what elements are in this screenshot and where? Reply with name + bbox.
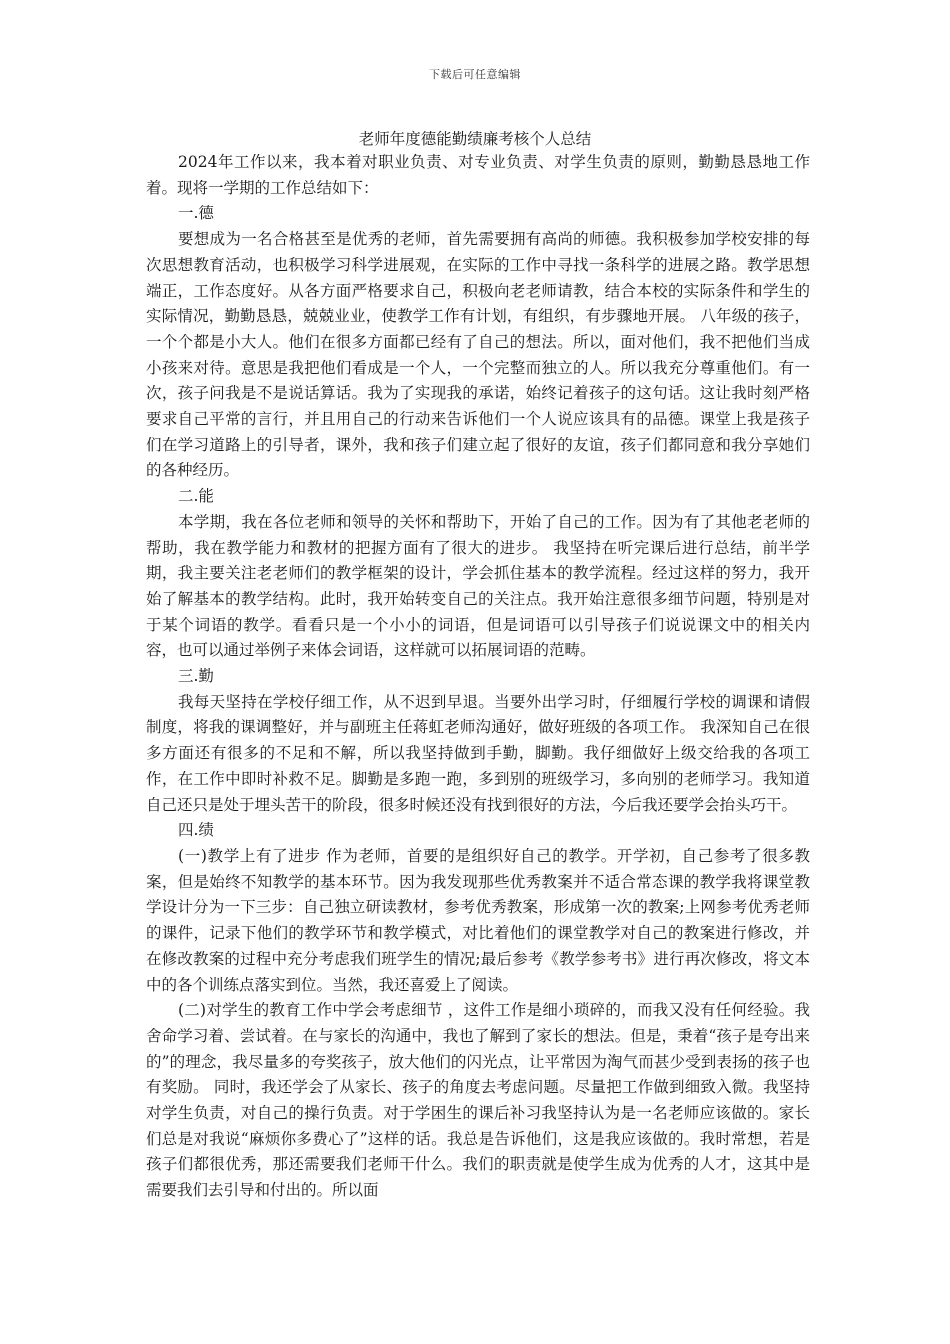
section-heading-neng: 二.能 (178, 487, 214, 506)
paragraph-neng: 本学期，我在各位老师和领导的关怀和帮助下，开始了自己的工作。因为有了其他老老师的帮助，我在教学能力和教材的把握方面有了很大的进步。 我坚持在听完课后进行总结，前半学期，我主要关注老老师们的教学框架的设计，学会抓住基本的教学流程。经过这样的努力，我开始了解基本的教学结构。此时，我开始转变自己的关注点。我开始注意很多细节问题，特别是对于某个词语的教学。看看只是一个小小的词语，但是词语可以引导孩子们说说课文中的相关内容，也可以通过举例子来体会词语，这样就可以拓展词语的范畴。 (146, 512, 810, 660)
header-note: 下载后可任意编辑 (429, 68, 521, 81)
section-heading-qin: 三.勤 (178, 667, 214, 686)
paragraph-ji-teaching: (一)教学上有了进步 作为老师，首要的是组织好自己的教学。开学初，自己参考了很多教案，但是始终不知教学的基本环节。因为我发现那些优秀教案并不适合常态课的教学我将课堂教学设计分为一下三步：自己独立研读教材，参考优秀教案，形成第一次的教案;上网参考优秀老师的课件，记录下他们的教学环节和教学模式，对比着他们的课堂教学对自己的教案进行修改，并在修改教案的过程中充分考虑我们班学生的情况;最后参考《教学参考书》进行再次修改，将文本中的各个训练点落实到位。当然，我还喜爱上了阅读。 (146, 846, 810, 994)
document-title: 老师年度德能勤绩廉考核个人总结 (358, 130, 592, 148)
intro-paragraph: 2024年工作以来，我本着对职业负责、对专业负责、对学生负责的原则，勤勤恳恳地工作着。现将一学期的工作总结如下： (146, 153, 810, 197)
section-heading-ji: 四.绩 (178, 821, 214, 840)
document-body (146, 150, 810, 1204)
paragraph-de: 要想成为一名合格甚至是优秀的老师，首先需要拥有高尚的师德。我积极参加学校安排的每次思想教育活动，也积极学习科学进展观，在实际的工作中寻找一条科学的进展之路。教学思想端正，工作态度好。从各方面严格要求自己，积极向老老师请教，结合本校的实际条件和学生的实际情况，勤勤恳恳，兢兢业业，使教学工作有计划，有组织，有步骤地开展。 八年级的孩子，一个个都是小大人。他们在很多方面都已经有了自己的想法。所以，面对他们，我不把他们当成小孩来对待。意思是我把他们看成是一个人，一个完整而独立的人。所以我充分尊重他们。有一次，孩子问我是不是说话算话。我为了实现我的承诺，始终记着孩子的这句话。这让我时刻严格要求自己平常的言行，并且用自己的行动来告诉他们一个人说应该具有的品德。课堂上我是孩子们在学习道路上的引导者，课外，我和孩子们建立起了很好的友谊，孩子们都同意和我分享她们的各种经历。 (146, 230, 810, 480)
section-heading-de: 一.德 (178, 204, 214, 223)
paragraph-ji-education: (二)对学生的教育工作中学会考虑细节 ，这件工作是细小琐碎的，而我又没有任何经验。我舍命学习着、尝试着。在与家长的沟通中，我也了解到了家长的想法。但是，秉着“孩子是夸出来的”的理念，我尽量多的夸奖孩子，放大他们的闪光点，让平常因为淘气而甚少受到表扬的孩子也有奖励。 同时，我还学会了从家长、孩子的角度去考虑问题。尽量把工作做到细致入微。我坚持对学生负责，对自己的操行负责。对于学困生的课后补习我坚持认为是一名老师应该做的。家长们总是对我说“麻烦你多费心了”这样的话。我总是告诉他们，这是我应该做的。我时常想，若是孩子们都很优秀，那还需要我们老师干什么。我们的职责就是使学生成为优秀的人才，这其中是需要我们去引导和付出的。所以面 (146, 1001, 810, 1200)
paragraph-qin: 我每天坚持在学校仔细工作，从不迟到早退。当要外出学习时，仔细履行学校的调课和请假制度，将我的课调整好，并与副班主任蒋虹老师沟通好，做好班级的各项工作。 我深知自己在很多方面还有很多的不足和不解，所以我坚持做到手勤，脚勤。我仔细做好上级交给我的各项工作，在工作中即时补救不足。脚勤是多跑一跑，多到别的班级学习，多向别的老师学习。我知道自己还只是处于埋头苦干的阶段，很多时候还没有找到很好的方法，今后我还要学会抬头巧干。 (146, 692, 810, 814)
